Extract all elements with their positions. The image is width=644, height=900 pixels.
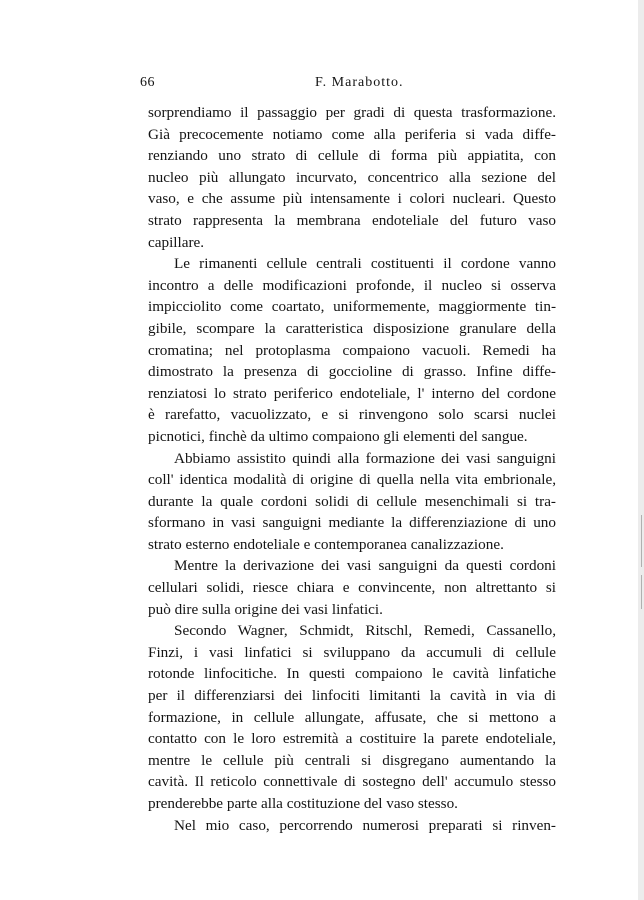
page-header [140,75,560,95]
text-line: Già precocemente notiamo come alla periferia si vada diffe- [148,125,556,143]
text-line: cromatina; nel protoplasma compaiono vacuoli. Remedi ha [148,341,556,359]
text-line: sorprendiamo il passaggio per gradi di questa trasformazione. [148,104,556,121]
text-line: durante la quale cordoni solidi di cellule mesenchimali si tra- [148,492,556,510]
text-line: dimostrato la presenza di goccioline di grasso. Infine diffe- [148,363,556,381]
body-text [148,102,556,836]
text-line: Mentre la derivazione dei vasi sanguigni da questi cordoni [174,557,556,575]
text-line: può dire sulla origine dei vasi linfatici. [148,600,383,618]
text-line: vaso, e che assume più intensamente i colori nucleari. Questo [148,190,556,208]
text-line: cavità. Il reticolo connettivale di sostegno dell' accumulo stesso [148,773,556,791]
text-line: strato esterno endoteliale e contemporanea canalizzazione. [148,535,504,553]
text-line: incontro a delle modificazioni profonde, il nucleo si osserva [148,276,556,294]
edge-mark [641,575,642,609]
text-line: nucleo più allungato incurvato, concentrico alla sezione del [148,168,556,186]
text-line: strato rappresenta la membrana endoteliale del futuro vaso [148,211,556,229]
text-line: Finzi, i vasi linfatici si sviluppano da accumuli di cellule [148,643,556,661]
text-line: coll' identica modalità di origine di quella nella vita embrionale, [148,471,556,489]
text-line: contatto con le loro estremità a costituire la parete endoteliale, [148,730,556,748]
text-line: Le rimanenti cellule centrali costituenti il cordone vanno [174,255,556,273]
scan-edge [638,0,644,900]
text-line: prenderebbe parte alla costituzione del vaso stesso. [148,795,458,812]
text-line: mentre le cellule più centrali si disgregano aumentando la [148,751,556,769]
text-line: picnotici, finchè da ultimo compaiono gli elementi del sangue. [148,427,528,445]
edge-mark [641,515,642,567]
text-line: è rarefatto, vacuolizzato, e si rinvengono solo scarsi nuclei [148,406,556,424]
text-line: per il differenziarsi dei linfociti limitanti la cavità in via di [148,687,556,705]
text-line: renziatosi lo strato periferico endoteliale, l' interno del cordone [148,384,556,402]
text-line: Abbiamo assistito quindi alla formazione dei vasi sanguigni [174,449,556,467]
text-line: capillare. [148,233,205,251]
text-line: sformano in vasi sanguigni mediante la differenziazione di uno [148,514,556,532]
text-line: rotonde linfocitiche. In questi compaiono le cavità linfatiche [148,665,556,683]
text-line: renziando uno strato di cellule di forma più appiatita, con [148,147,556,165]
text-line: cellulari solidi, riesce chiara e convincente, non altrettanto si [148,579,556,597]
text-line: formazione, in cellule allungate, affusate, che si mettono a [148,708,556,726]
text-line: gibile, scompare la caratteristica disposizione granulare della [148,319,556,337]
running-head: F. Marabotto. [315,75,404,90]
text-line: Secondo Wagner, Schmidt, Ritschl, Remedi, Cassanello, [174,622,556,640]
text-line: impicciolito come coartato, uniformemente, maggiormente tin- [148,298,556,316]
page-number: 66 [140,75,155,90]
text-line: Nel mio caso, percorrendo numerosi preparati si rinven- [174,816,556,834]
